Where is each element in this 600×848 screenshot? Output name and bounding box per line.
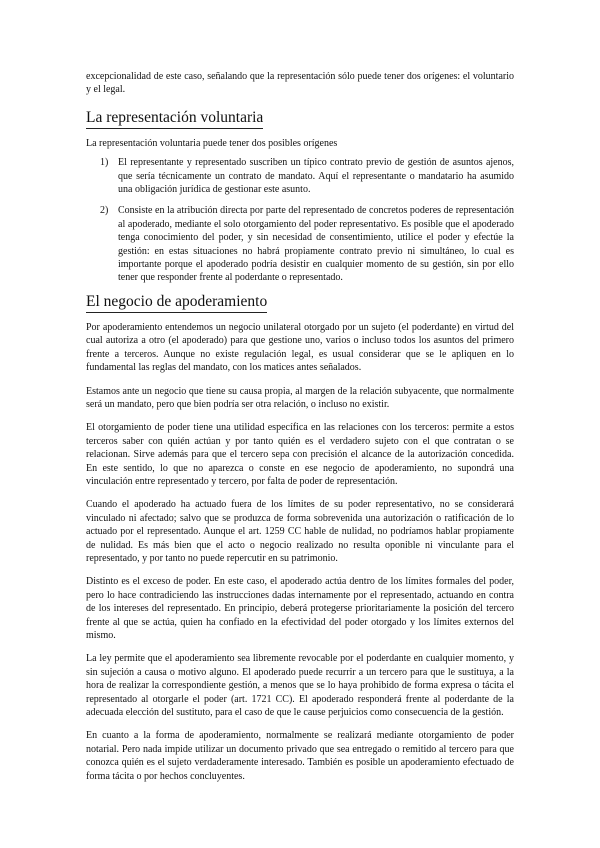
list-item-text: Consiste en la atribución directa por parte del representado de concretos poderes de representación al apoderado, mediante el solo otorgamiento del poder representativo. Es posible que el apoderado tenga conocimiento del poder, y sin necesidad de consentimiento, utilice el poder y efectúe la gestión: en estas situaciones no habrá propiamente contrato previo ni simultáneo, lo cual es importante porque el apoderado podría desistir en cualquier momento de su gestión, sin por ello tener que responder frente al poderdante o representado. xyxy=(118,205,514,284)
section-lead: La representación voluntaria puede tener dos posibles orígenes xyxy=(86,137,338,149)
body-paragraph: Cuando el apoderado ha actuado fuera de los límites de su poder representativo, no se considerará vinculado ni afectado; salvo que se produzca de forma sobrevenida una autorización o ratificación de lo actuado por el representado. Aunque el art. 1259 CC hable de nulidad, no podríamos hablar propiamente de nulidad. Es más bien que el acto o negocio realizado no resulta oponible ni vinculante para el representado, y por tanto no puede repercutir en su patrimonio. xyxy=(86,499,514,564)
section-heading-wrap xyxy=(86,109,514,129)
body-paragraph: Distinto es el exceso de poder. En este caso, el apoderado actúa dentro de los límites formales del poder, pero lo hace contradiciendo las instrucciones dadas internamente por el representado, actuando en contra de los intereses del representado. En principio, deberá protegerse prioritariamente la posición del tercero frente al que se actúa, quien ha confiado en la efectividad del poder otorgado y los límites externos del mismo. xyxy=(86,576,514,641)
list-item-number: 1) xyxy=(100,157,109,169)
section-title-apoderamiento: El negocio de apoderamiento xyxy=(86,293,267,313)
list-item-number: 2) xyxy=(100,205,109,217)
body-paragraph: En cuanto a la forma de apoderamiento, normalmente se realizará mediante otorgamiento de poder notarial. Pero nada impide utilizar un documento privado que sea entregado o remitido al tercero para que conozca quién es el sujeto verdaderamente interesado. También es posible un apoderamiento efectuado de forma tácita o por hechos concluyentes. xyxy=(86,730,514,782)
section-heading-wrap xyxy=(86,293,514,313)
body-paragraph: Por apoderamiento entendemos un negocio unilateral otorgado por un sujeto (el poderdante) en virtud del cual autoriza a otro (el apoderado) para que gestione uno, varios o incluso todos los asuntos del primero frente a terceros. Aunque no existe regulación legal, es usual considerar que se le apliquen en lo fundamental las reglas del mandato, con los matices antes señalados. xyxy=(86,321,514,374)
body-paragraph: La ley permite que el apoderamiento sea libremente revocable por el poderdante en cualquier momento, y sin sujeción a causa o motivo alguno. El apoderado puede recurrir a un tercero para que le sustituya, a la hora de realizar la correspondiente gestión, a menos que se lo haya prohibido de forma expresa o tácita el representado al otorgarle el poder (art. 1721 CC). El apoderado responderá frente al poderdante de la adecuada elección del sustituto, para el caso de que le cause perjuicios como consecuencia de la gestión. xyxy=(86,653,514,719)
list-item xyxy=(100,204,514,284)
body-paragraph: El otorgamiento de poder tiene una utilidad específica en las relaciones con los terceros: permite a estos terceros saber con quién actúan y por tanto quién es el verdadero sujeto con el que contratan o se relacionan. Sirve además para que el tercero sepa con precisión el alcance de la autorización concedida. En este sentido, lo que no aparezca o conste en ese negocio de apoderamiento, no supondrá una vinculación entre representado y tercero, por falta de poder de representación. xyxy=(86,422,514,487)
list-item xyxy=(100,156,514,196)
body-paragraph: Estamos ante un negocio que tiene su causa propia, al margen de la relación subyacente, que normalmente será un mandato, pero que bien podría ser otra relación, o incluso no existir. xyxy=(86,385,514,410)
intro-paragraph: excepcionalidad de este caso, señalando que la representación sólo puede tener dos orígenes: el voluntario y el legal. xyxy=(86,71,514,96)
origins-list xyxy=(86,156,514,285)
section-title-voluntary-representation: La representación voluntaria xyxy=(86,109,263,129)
list-item-text: El representante y representado suscriben un típico contrato previo de gestión de asuntos ajenos, que sería técnicamente un contrato de mandato. Aquí el representante o mandatario ha asumido una obligación jurídica de gestionar este asunto. xyxy=(118,157,514,196)
